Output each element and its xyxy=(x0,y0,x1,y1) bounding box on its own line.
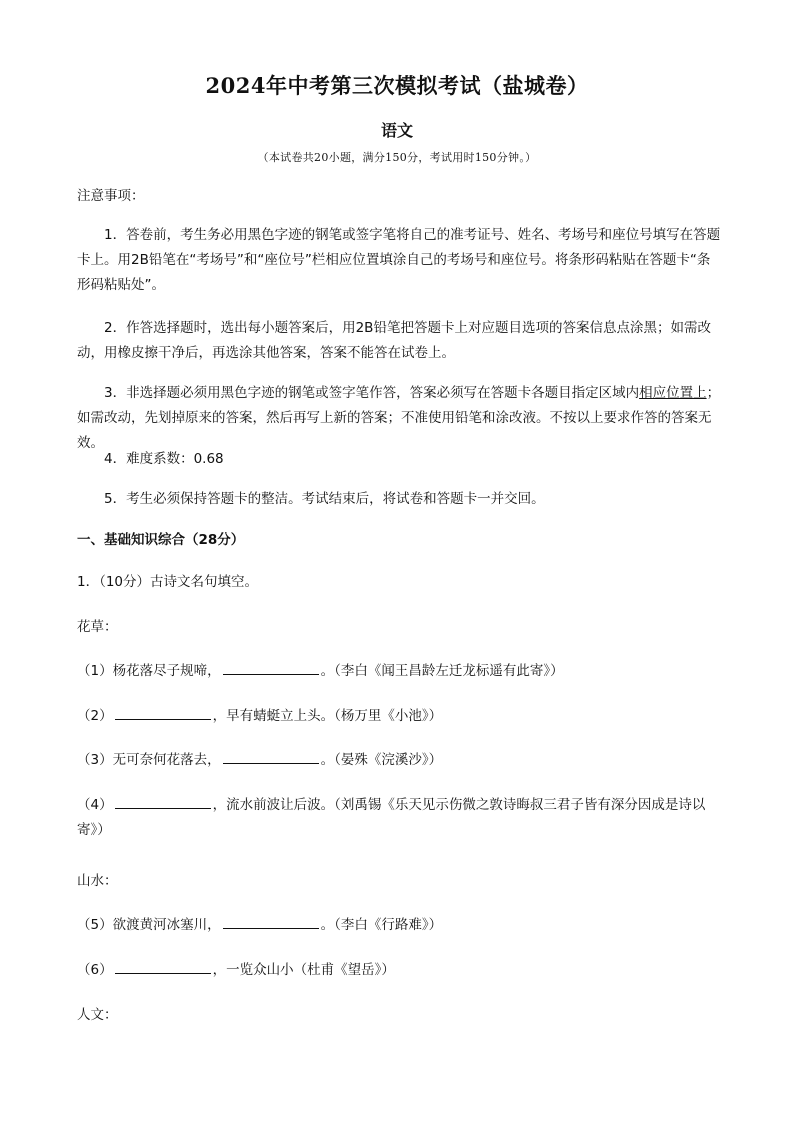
q2-text-before: （2） xyxy=(77,708,113,724)
subject-heading: 语文 xyxy=(380,121,413,140)
question-item-5 xyxy=(77,913,721,938)
answer-blank[interactable] xyxy=(115,794,211,809)
answer-blank[interactable] xyxy=(223,749,319,764)
notice-item-1: 1．答卷前，考生务必用黑色字迹的钢笔或签字笔将自己的准考证号、姓名、考场号和座位号填写在答题卡上。用2B铅笔在“考场号”和“座位号”栏相应位置填涂自己的考场号和座位号。将条形码粘贴在答题卡“条形码粘贴处”。 xyxy=(77,227,721,293)
group-flowers: 花草： xyxy=(77,619,118,635)
question-item-4 xyxy=(77,793,721,843)
group-landscape: 山水： xyxy=(77,873,118,889)
answer-blank[interactable] xyxy=(115,705,211,720)
notice-item-3-underlined: 相应位置上 xyxy=(639,385,707,401)
notice-item-4: 4．难度系数：0.68 xyxy=(104,451,224,467)
answer-blank[interactable] xyxy=(223,660,319,675)
question-item-2 xyxy=(77,704,721,729)
section-heading: 一、基础知识综合（28分） xyxy=(77,532,245,548)
exam-title: 2024年中考第三次模拟考试（盐城卷） xyxy=(205,73,589,98)
question-1: 1．（10分）古诗文名句填空。 xyxy=(77,574,259,590)
question-item-1 xyxy=(77,659,721,684)
question-item-3 xyxy=(77,748,721,773)
q5-text-after: 。（李白《行路难》） xyxy=(320,917,443,933)
answer-blank[interactable] xyxy=(115,959,211,974)
q6-text-before: （6） xyxy=(77,962,113,978)
notice-heading: 注意事项： xyxy=(77,188,145,204)
notice-item-5: 5．考生必须保持答题卡的整洁。考试结束后，将试卷和答题卡一并交回。 xyxy=(104,491,545,507)
exam-note: （本试卷共20小题，满分150分，考试用时150分钟。） xyxy=(257,151,537,164)
q4-text-after: ，流水前波让后波。（刘禹锡《乐天见示伤微之敦诗晦叔三君子皆有深分因成是诗以寄》） xyxy=(77,797,706,838)
q3-text-before: （3）无可奈何花落去， xyxy=(77,752,221,768)
q4-text-before: （4） xyxy=(77,797,113,813)
answer-blank[interactable] xyxy=(223,914,319,929)
notice-item-2: 2．作答选择题时，选出每小题答案后，用2B铅笔把答题卡上对应题目选项的答案信息点涂黑；如需改动，用橡皮擦干净后，再选涂其他答案，答案不能答在试卷上。 xyxy=(77,320,711,361)
q6-text-after: ，一览众山小（杜甫《望岳》） xyxy=(212,962,395,978)
q1-text-before: （1）杨花落尽子规啼， xyxy=(77,663,221,679)
q2-text-after: ，早有蜻蜓立上头。（杨万里《小池》） xyxy=(212,708,443,724)
q1-text-after: 。（李白《闻王昌龄左迁龙标遥有此寄》） xyxy=(320,663,564,679)
notice-item-3-text: 3．非选择题必须用黑色字迹的钢笔或签字笔作答，答案必须写在答题卡各题目指定区域内 xyxy=(104,385,640,401)
group-culture: 人文： xyxy=(77,1007,118,1023)
notice-item-3-text-end: ；如需改动，先划掉原来的答案，然后再写上新的答案；不准使用铅笔和涂改液。不按以上要求作答的答案无效。 xyxy=(77,385,721,451)
q5-text-before: （5）欲渡黄河冰塞川， xyxy=(77,917,221,933)
notice-item-3 xyxy=(77,381,721,456)
q3-text-after: 。（晏殊《浣溪沙》） xyxy=(320,752,443,768)
question-item-6 xyxy=(77,958,721,983)
